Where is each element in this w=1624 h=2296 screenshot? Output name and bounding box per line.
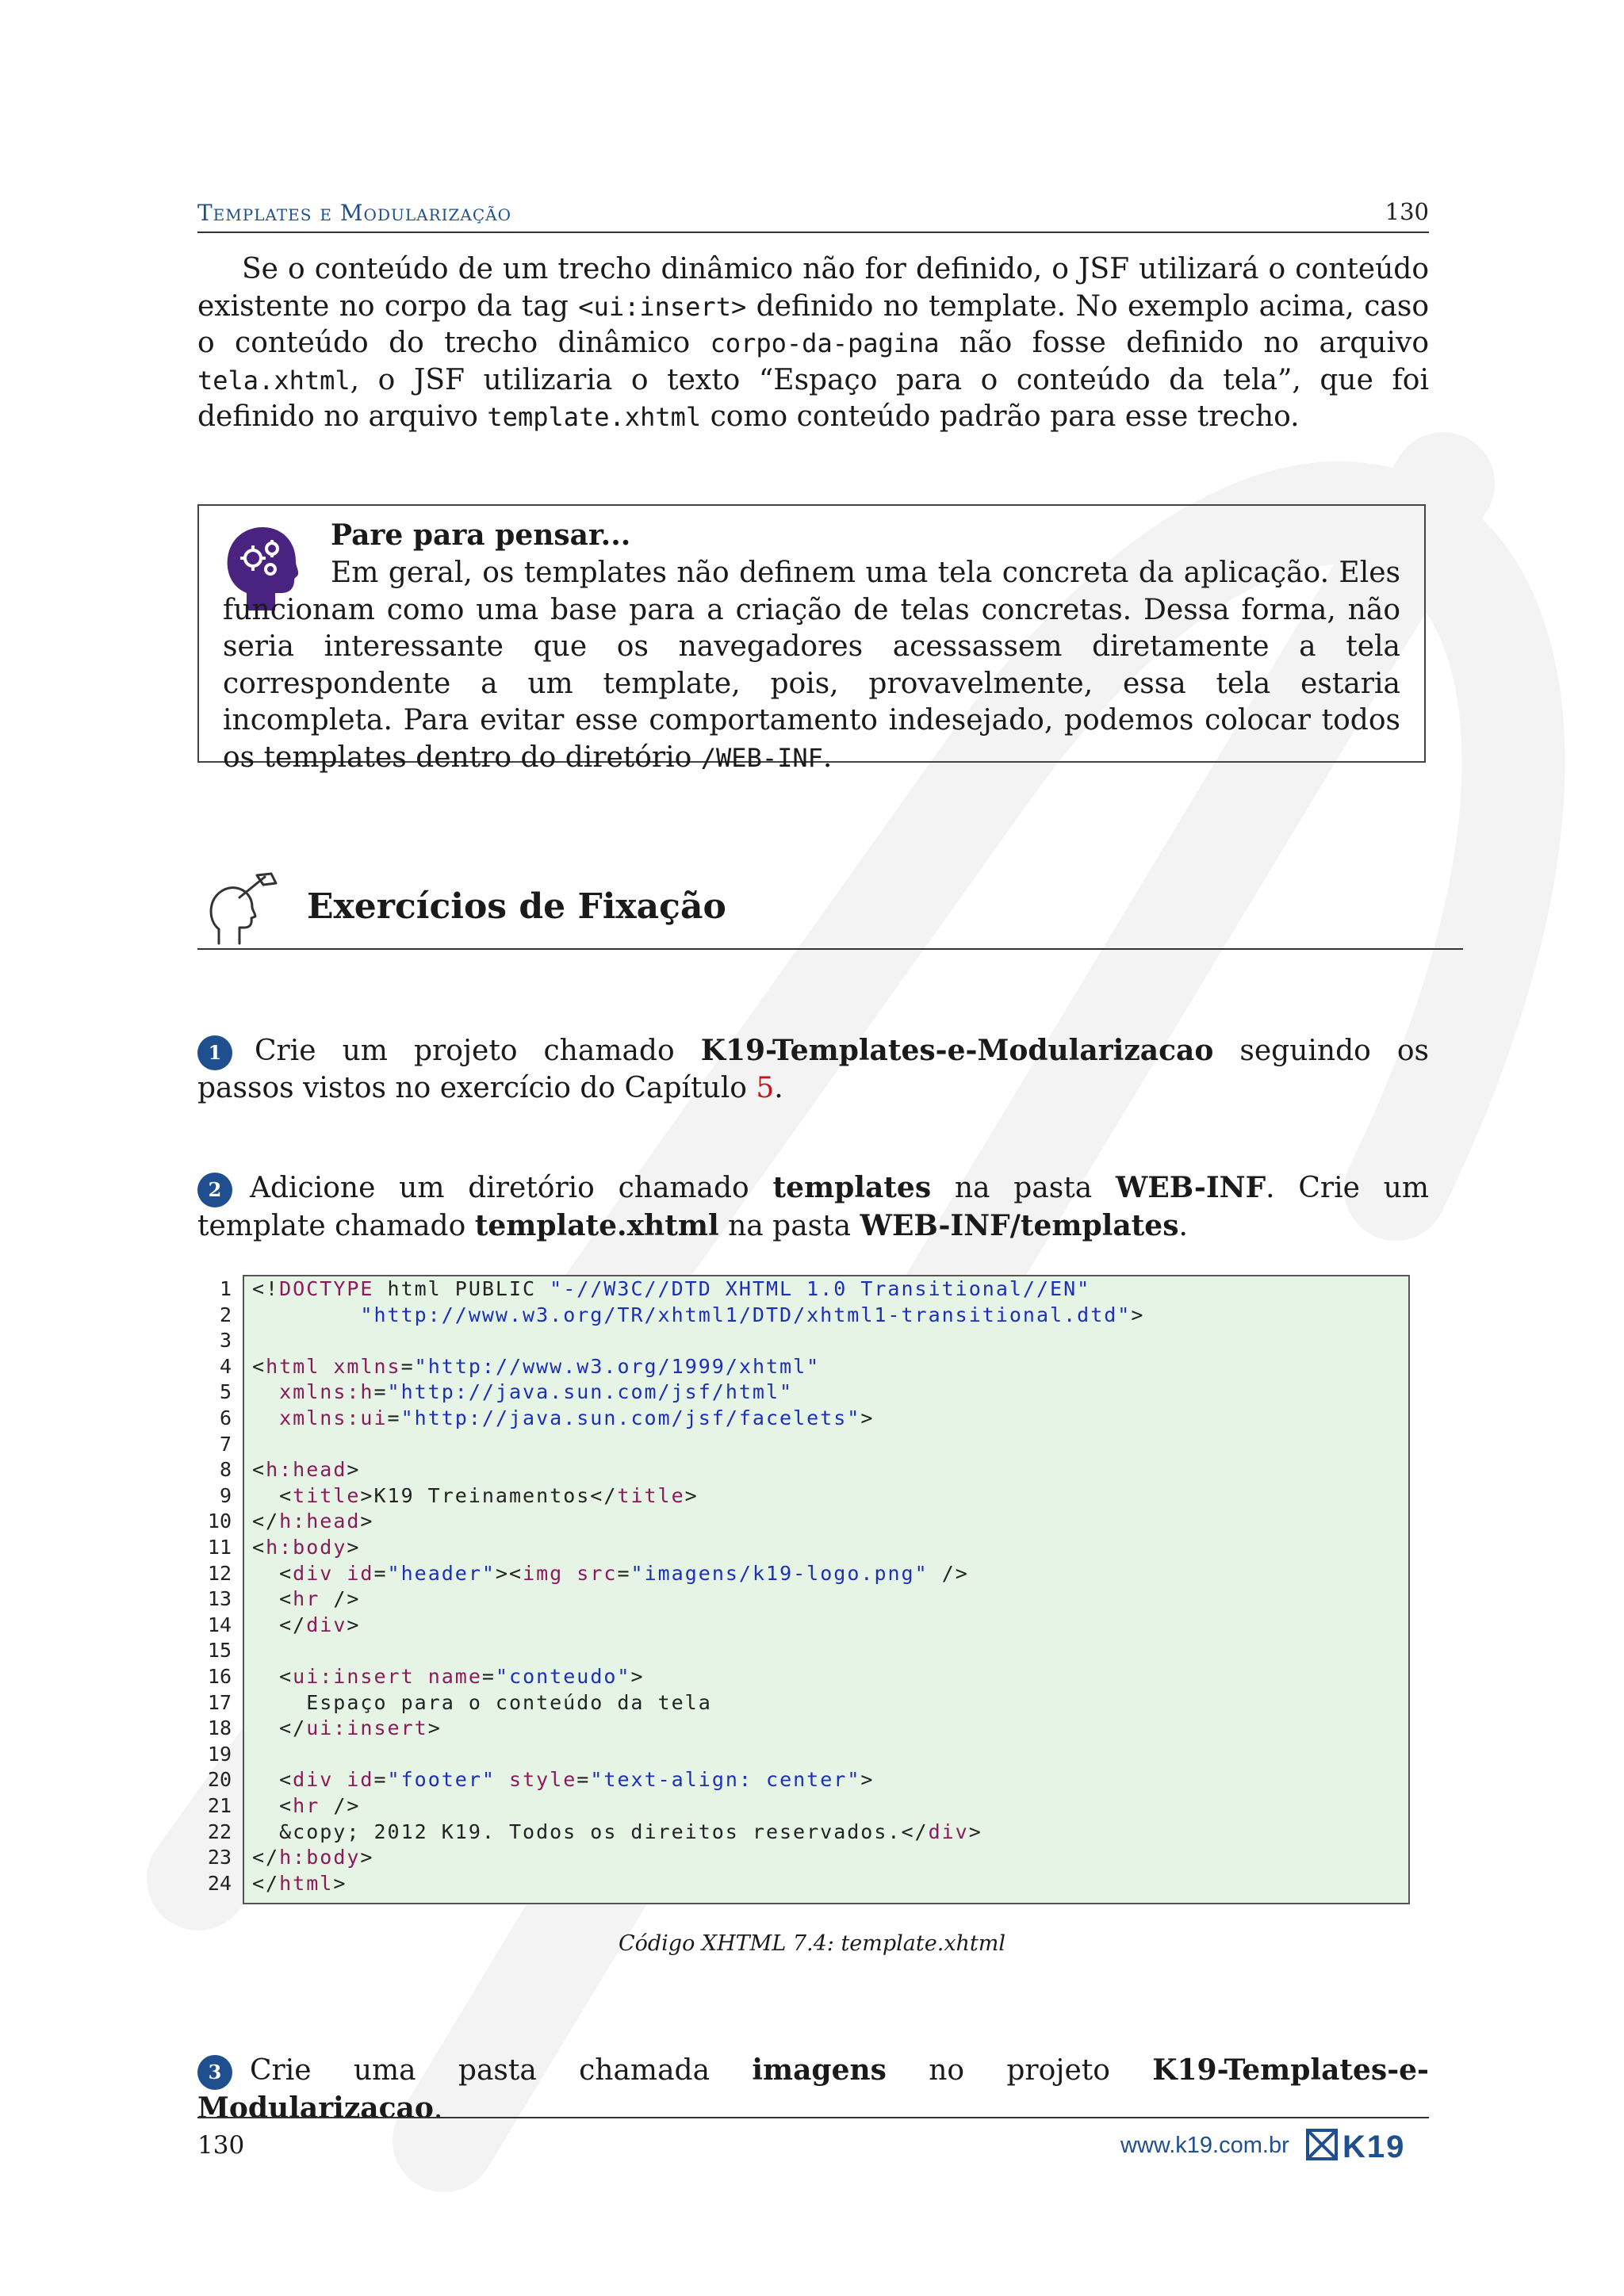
- step-1-text: Crie um projeto chamado K19-Templates-e-Modularizacao seguindo os passos vistos no exercício do Capítulo 5.: [197, 1034, 1429, 1104]
- think-box-body: Em geral, os templates não definem uma tela concreta da aplicação. Eles funcionam como uma base para a criação de telas concretas. Dessa forma, não seria interessante que os navegadores acessassem diretamente a tela correspondente a um template, pois, provavelmente, essa tela estaria incompleta. Para evitar esse comportamento indesejado, podemos colocar todos os templates dentro do diretório /WEB-INF.: [223, 557, 1400, 774]
- footer-divider: [197, 2117, 1429, 2118]
- header-page-number: 130: [1385, 198, 1429, 225]
- intro-paragraph: Se o conteúdo de um trecho dinâmico não for definido, o JSF utilizará o conteúdo existente no corpo da tag <ui:insert> definido no template. No exemplo acima, caso o conteúdo do trecho dinâmico corpo-da-pagina não fosse definido no arquivo tela.xhtml, o JSF utilizaria o texto “Espaço para o conteúdo da tela”, que foi definido no arquivo template.xhtml como conteúdo padrão para esse trecho.: [197, 253, 1430, 433]
- section-title: Exercícios de Fixação: [307, 886, 726, 927]
- step-3-text: Crie uma pasta chamada imagens no projeto K19-Templates-e-Modularizacao.: [197, 2053, 1429, 2125]
- code-listing: 1 <!DOCTYPE html PUBLIC "-//W3C//DTD XHTML 1.0 Transitional//EN" 2 "http://www.w3.org/TR/xhtml1/DTD/xhtml1-transitional.dtd"> 3 4 <html xmlns="http://www.w3.org/1999/xhtml" 5 xmlns:h="http://java.sun.com/jsf/html" 6 xmlns:ui="http://java.sun.com/jsf/facelets"> 7 8 <h:head> 9 <title>K19 Treinamentos</title> 10 </h:head> 11 <h:body> 12 <div id="header"><img src="imagens/k19-logo.png" /> 13 <hr /> 14 </div> 15 16 <ui:insert name="conteudo"> 17 Espaço para o conteúdo da tela 18 </ui:insert> 19 20 <div id="footer" style="text-align: center"> 21 <hr /> 22 &copy; 2012 K19. Todos os direitos reservados.</div> 23 </h:body> 24 </html>: [243, 1275, 1410, 1904]
- think-box-title: Pare para pensar...: [331, 519, 631, 552]
- running-header: [197, 195, 1429, 233]
- think-box: [197, 504, 1426, 774]
- step-number-badge: 1: [197, 1035, 232, 1070]
- footer-page-number: 130: [197, 2131, 245, 2160]
- chapter-title: Templates e Modularização: [197, 200, 512, 226]
- k19-logo: [1306, 2127, 1429, 2162]
- chapter-reference-link[interactable]: 5: [756, 1071, 775, 1104]
- section-divider: [197, 948, 1463, 950]
- code-caption: Código XHTML 7.4: template.xhtml: [618, 1931, 1006, 1956]
- footer-url-link[interactable]: www.k19.com.br: [1120, 2133, 1289, 2158]
- step-number-badge: 2: [197, 1173, 232, 1207]
- head-hammer-icon: [208, 872, 279, 945]
- svg-text:K19: K19: [1342, 2130, 1406, 2162]
- step-number-badge: 3: [197, 2055, 232, 2090]
- step-2-text: Adicione um diretório chamado templates na pasta WEB-INF. Crie um template chamado template.xhtml na pasta WEB-INF/templates.: [197, 1171, 1429, 1242]
